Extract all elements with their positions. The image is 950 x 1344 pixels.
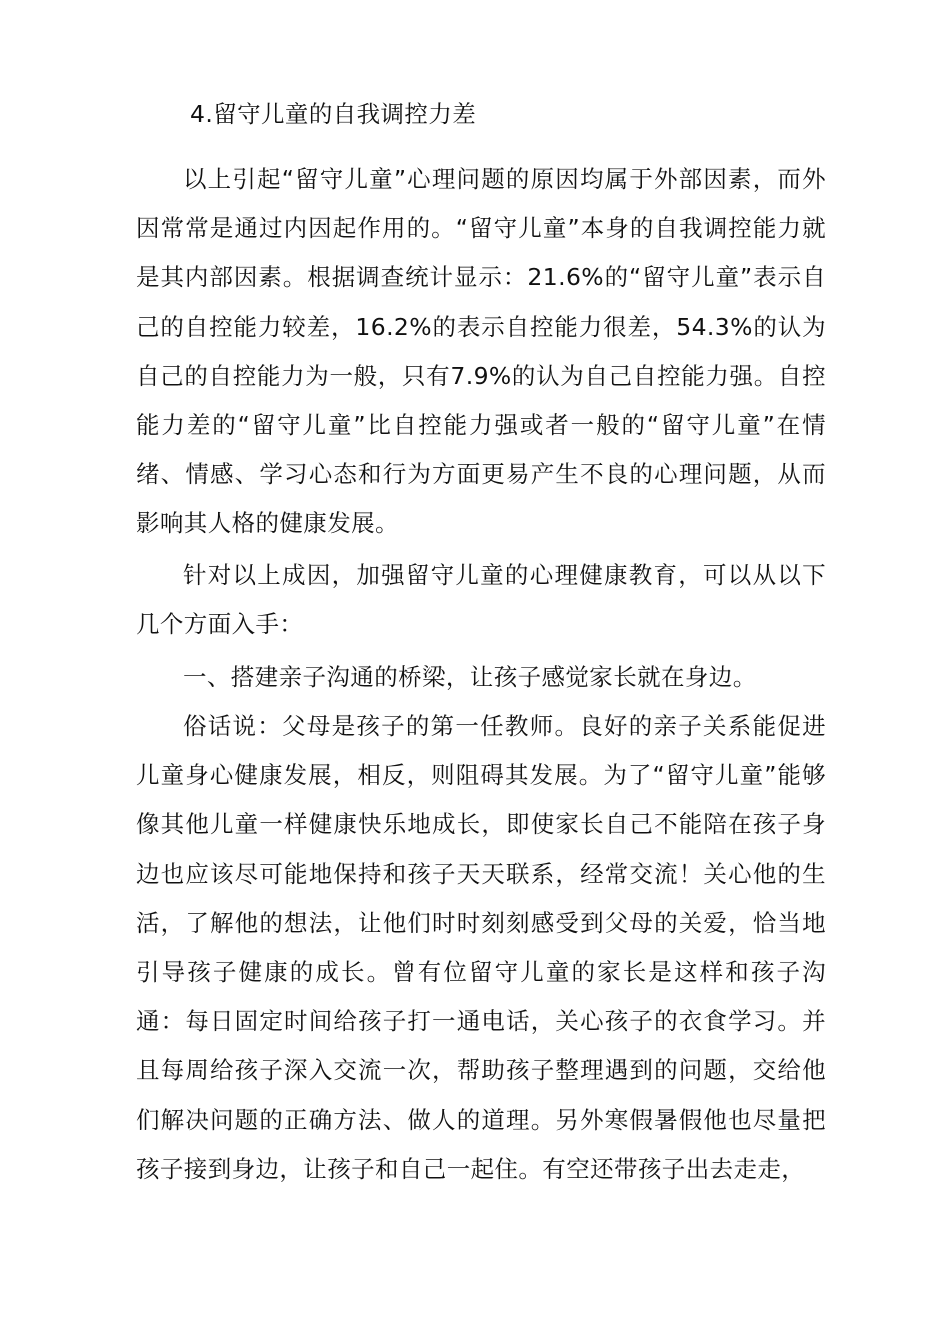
paragraph-approaches-intro — [136, 551, 826, 649]
paragraph-text: 以上引起“留守儿童”心理问题的原因均属于外部因素，而外因常常是通过内因起作用的。“留守儿童”本身的自我调控能力就是其内部因素。根据调查统计显示：21.6%的“留守儿童”表示自己的自控能力较差，16.2%的表示自控能力很差，54.3%的认为自己的自控能力为一般，只有7.9%的认为自己自控能力强。自控能力差的“留守儿童”比自控能力强或者一般的“留守儿童”在情绪、情感、学习心态和行为方面更易产生不良的心理问题，从而影响其人格的健康发展。 — [136, 165, 826, 538]
paragraph-internal-factors — [136, 155, 826, 549]
paragraph-subheading-parent-child — [136, 653, 826, 702]
paragraph-parent-communication — [136, 702, 826, 1194]
section-heading: 4.留守儿童的自我调控力差 — [190, 100, 477, 128]
paragraph-text: 俗话说：父母是孩子的第一任教师。良好的亲子关系能促进儿童身心健康发展，相反，则阻碍其发展。为了“留守儿童”能够像其他儿童一样健康快乐地成长，即使家长自己不能陪在孩子身边也应该尽可能地保持和孩子天天联系，经常交流！关心他的生活，了解他的想法，让他们时时刻刻感受到父母的关爱，恰当地引导孩子健康的成长。曾有位留守儿童的家长是这样和孩子沟通：每日固定时间给孩子打一通电话，关心孩子的衣食学习。并且每周给孩子深入交流一次，帮助孩子整理遇到的问题，交给他们解决问题的正确方法、做人的道理。另外寒假暑假他也尽量把孩子接到身边，让孩子和自己一起住。有空还带孩子出去走走， — [136, 712, 826, 1183]
paragraph-text: 一、搭建亲子沟通的桥梁，让孩子感觉家长就在身边。 — [183, 663, 757, 691]
paragraph-text: 针对以上成因，加强留守儿童的心理健康教育，可以从以下几个方面入手： — [136, 561, 826, 639]
